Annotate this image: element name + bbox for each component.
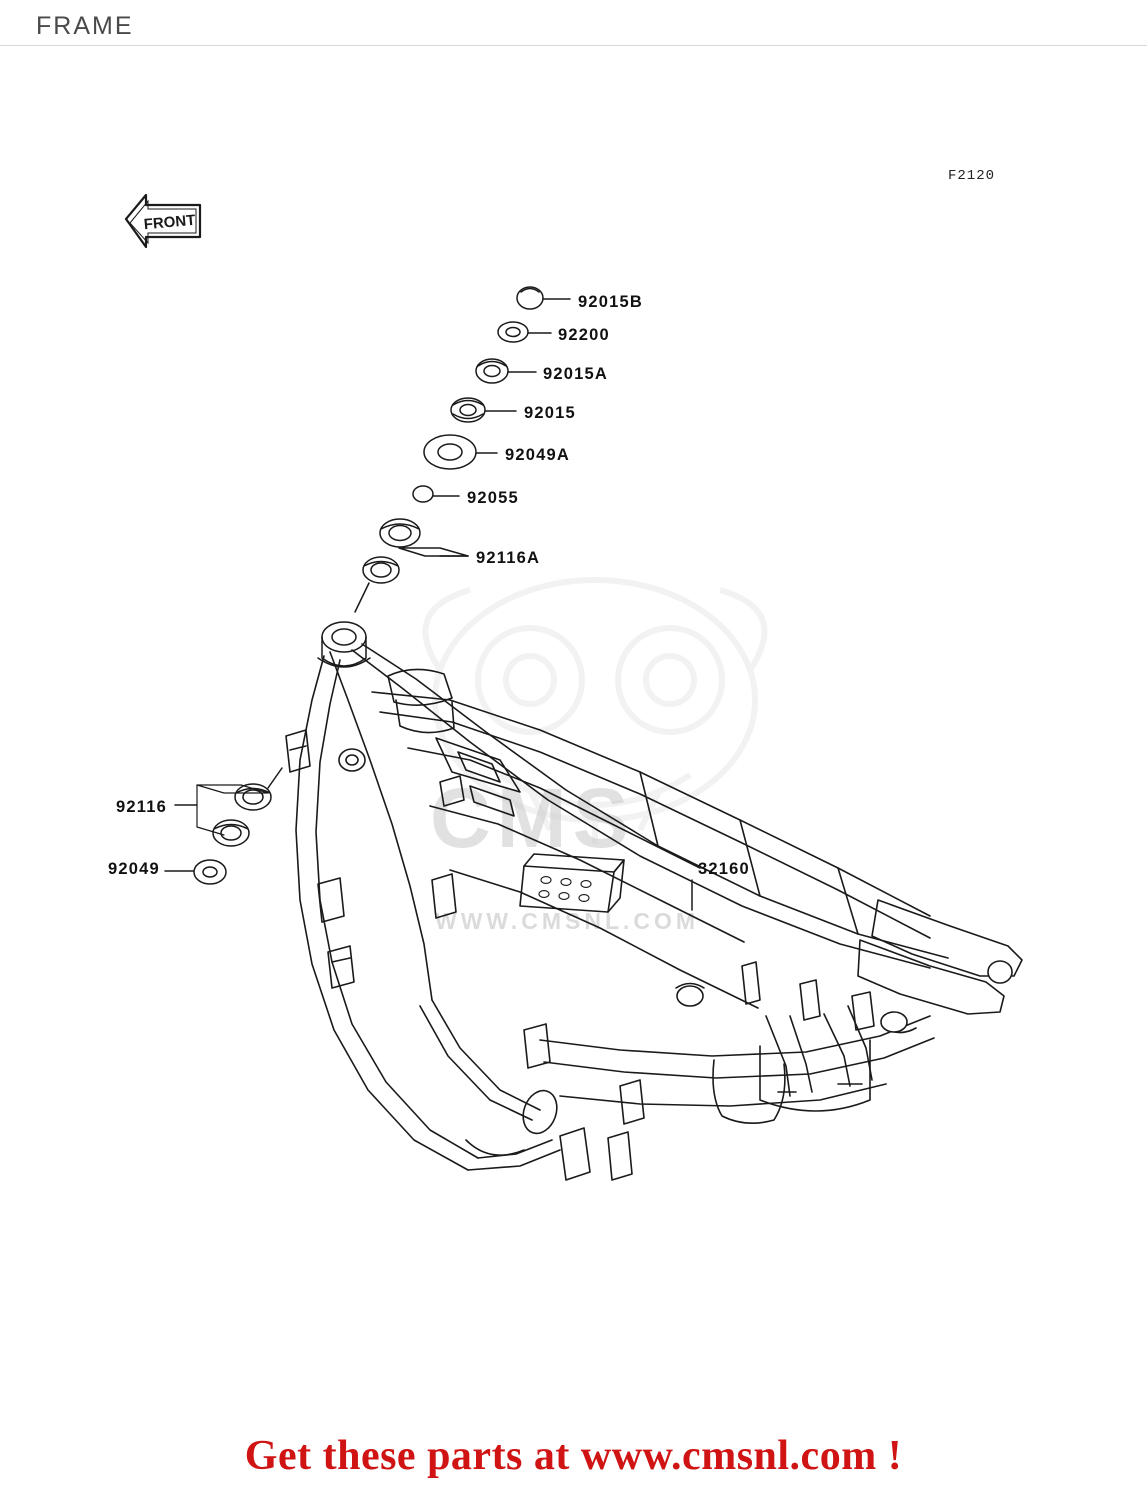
- part-92015B: [517, 287, 570, 309]
- callout-92015A: 92015A: [543, 365, 608, 383]
- watermark-url: WWW.CMSNL.COM: [435, 908, 700, 934]
- callout-92049A: 92049A: [505, 446, 570, 464]
- callout-92015B: 92015B: [578, 293, 643, 311]
- svg-text:FRONT: FRONT: [143, 211, 197, 234]
- part-92116A: [355, 519, 468, 612]
- figure-code: F2120: [948, 168, 996, 184]
- callout-92200: 92200: [558, 326, 610, 344]
- part-92015A: [476, 359, 536, 383]
- part-92015: [451, 398, 516, 422]
- part-92200: [498, 322, 551, 342]
- part-92049A: [424, 435, 497, 469]
- part-92116: [175, 768, 282, 846]
- part-92049: [165, 860, 226, 884]
- callout-92049: 92049: [108, 860, 160, 878]
- watermark-text: CMS: [430, 771, 635, 865]
- callout-92015: 92015: [524, 404, 576, 422]
- callout-32160: 32160: [698, 860, 750, 878]
- callout-92055: 92055: [467, 489, 519, 507]
- callout-92116: 92116: [116, 798, 167, 816]
- callout-92116A: 92116A: [476, 549, 541, 567]
- page-title: FRAME: [36, 12, 134, 40]
- footer-promo-text: Get these parts at www.cmsnl.com !: [244, 1433, 903, 1479]
- part-92055: [413, 486, 459, 502]
- frame-main-32160: [286, 644, 1022, 1180]
